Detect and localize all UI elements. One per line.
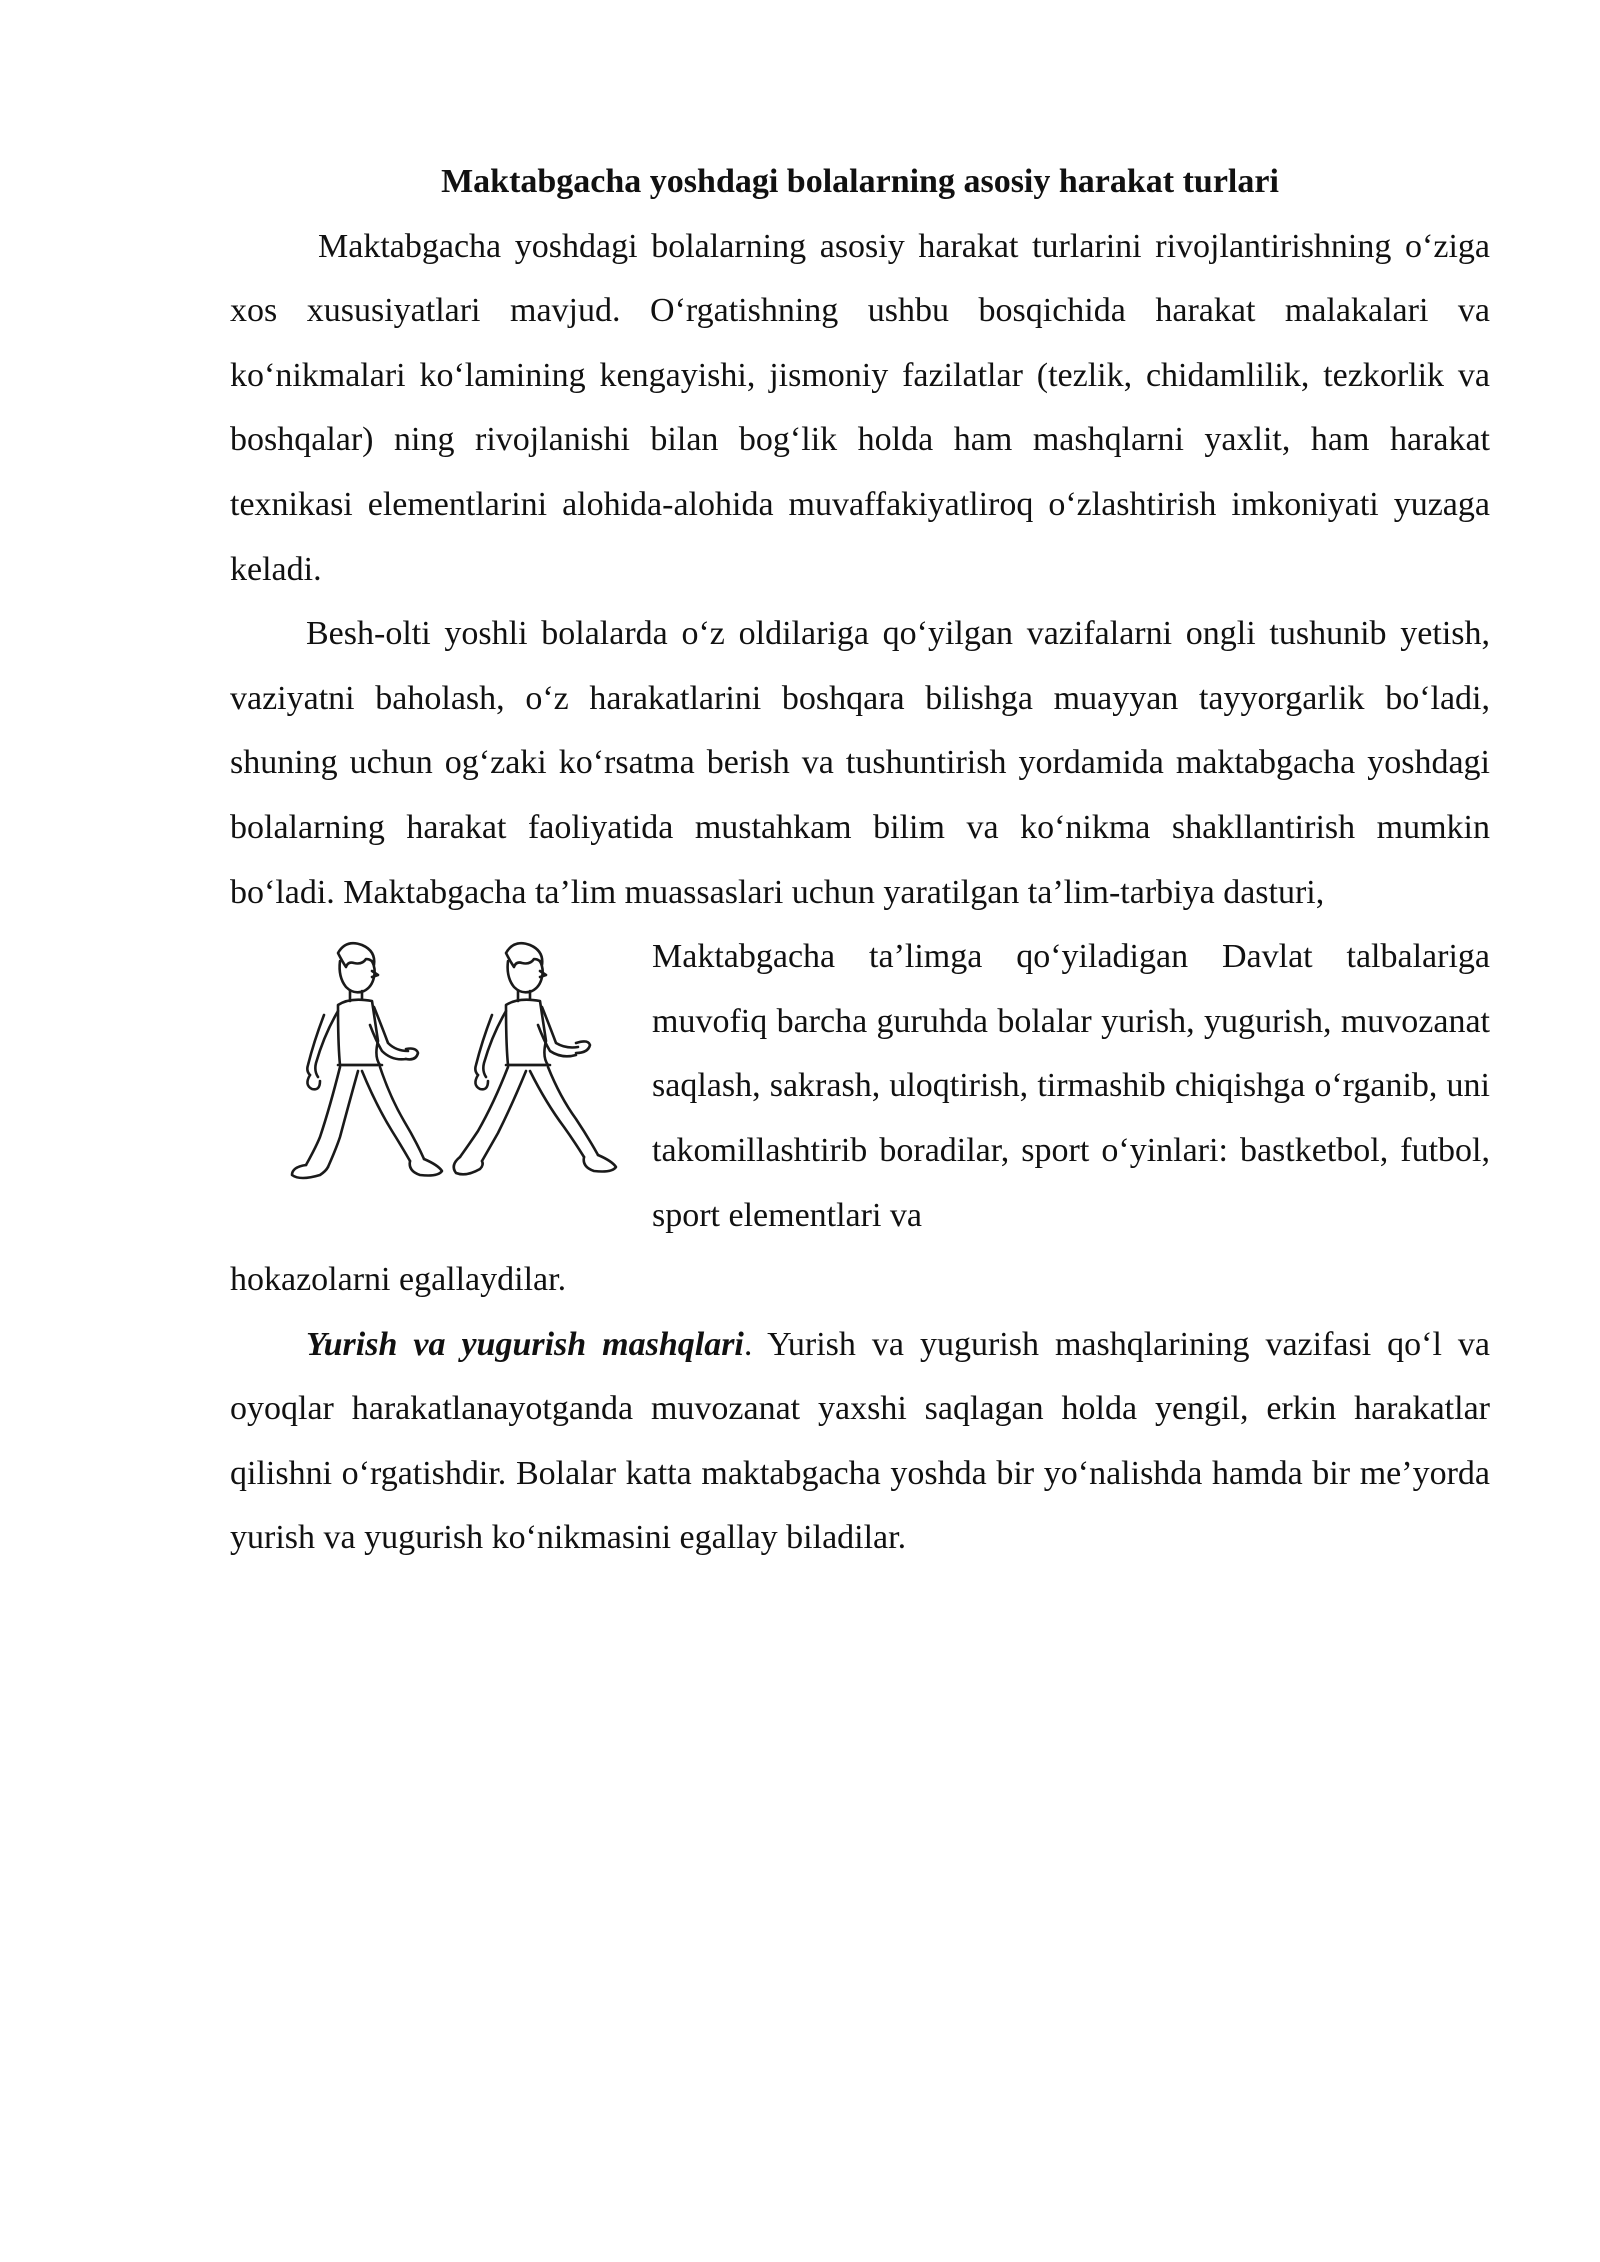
paragraph-intro: Maktabgacha yoshdagi bolalarning asosiy harakat turlarini rivojlantirishning o‘ziga xos xususiyatlari mavjud. O‘rgatishning ushbu bosqichida harakat malakalari va ko‘nikmalari ko‘lamining kengayishi, jismoniy fazilatlar (tezlik, chidamlilik, tezkorlik va boshqalar) ning rivojlanishi bilan bog‘lik holda ham mashqlarni yaxlit, ham harakat texnikasi elementlarini alohida-alohida muvaffakiyatliroq o‘zlashtirish imkoniyati yuzaga keladi. <box>230 227 1490 588</box>
heading-punctuation: . <box>743 1325 753 1363</box>
figure-text-block <box>230 925 1490 1313</box>
paragraph-davlat-talablari: Maktabgacha ta’limga qo‘yiladigan Davlat talbalariga muvofiq barcha guruhda bolalar yurish, yugurish, muvozanat saqlash, sakrash, uloqtirish, tirmashib chiqishga o‘rganib, uni takomillashtirib boradilar, sport o‘yinlari: bastketbol, futbol, sport elementlari va <box>652 938 1490 1234</box>
section-heading-yurish: Yurish va yugurish mashqlari <box>306 1325 744 1363</box>
document-page <box>230 150 1490 1571</box>
paragraph-davlat-talablari-end: hokazolarni egallaydilar. <box>230 1261 567 1299</box>
document-title: Maktabgacha yoshdagi bolalarning asosiy harakat turlari <box>441 163 1279 200</box>
paragraph-besh-olti: Besh-olti yoshli bolalarda o‘z oldilariga qo‘yilgan vazifalarni ongli tushunib yetish, vaziyatni baholash, o‘z harakatlarini boshqara bilishga muayyan tayyorgarlik bo‘ladi, shuning uchun og‘zaki ko‘rsatma berish va tushuntirish yordamida maktabgacha yoshdagi bolalarning harakat faoliyatida mustahkam bilim va ko‘nikma shakllantirish mumkin bo‘ladi. Maktabgacha ta’lim muassaslari uchun yaratilgan ta’lim-tarbiya dasturi, <box>230 615 1490 911</box>
paragraph-yurish-body: Yurish va yugurish mashqlarining vazifasi qo‘l va oyoqlar harakatlanayotganda muvozanat yaxshi saqlagan holda yengil, erkin harakatlar qilishni o‘rgatishdir. Bolalar katta maktabgacha yoshda bir yo‘nalishda hamda bir me’yorda yurish va yugurish ko‘nikmasini egallay biladilar. <box>230 1325 1491 1557</box>
walking-child-right <box>454 943 616 1174</box>
walking-children-illustration <box>260 931 652 1191</box>
walking-children-icon <box>260 931 652 1191</box>
paragraph-yurish-yugurish <box>230 1313 1490 1571</box>
walking-child-left <box>292 943 442 1178</box>
